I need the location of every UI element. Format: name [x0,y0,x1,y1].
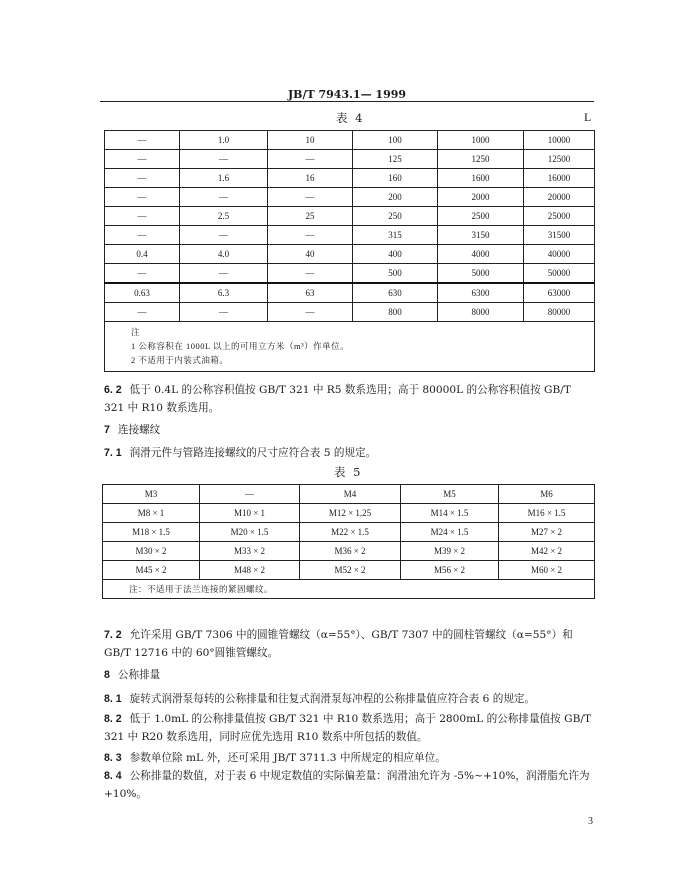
table-row [105,188,595,207]
table-cell: 16 [268,169,353,188]
section-6-2-text: 低于 0.4L 的公称容积值按 GB/T 321 中 R5 数系选用；高于 80000L 的公称容积值按 GB/T 321 中 R10 数系选用。 [104,384,571,414]
section-8-1 [104,690,594,708]
table5-caption: 表 5 [334,465,363,479]
table-cell: M12 × 1.25 [300,504,401,523]
table-cell: — [180,264,268,284]
table4-note-title: 注 [131,327,141,337]
table-cell: 5000 [438,264,524,284]
table-cell: M48 × 2 [200,561,300,580]
section-8-number: 8 [104,669,110,681]
standard-number-header: JB/T 7943.1— 1999 [287,88,407,101]
table-row [103,561,595,580]
table-cell: M14 × 1.5 [401,504,499,523]
table-cell: M60 × 2 [499,561,595,580]
table-cell: 3150 [438,226,524,245]
table-row [105,226,595,245]
table4-caption: 表 4 [336,111,365,125]
section-8-1-text: 旋转式润滑泵每转的公称排量和往复式润滑泵每冲程的公称排量值应符合表 6 的规定。 [129,693,536,705]
section-8-3-number: 8. 3 [104,752,122,764]
table-cell: M5 [401,485,499,504]
table-row [105,131,595,150]
table4-note-row [105,322,595,372]
table-cell: 4.0 [180,245,268,264]
table-cell: M3 [103,485,200,504]
table-cell: — [268,303,353,322]
table-cell: M52 × 2 [300,561,401,580]
table-cell: 250 [353,207,438,226]
table-cell: 1600 [438,169,524,188]
table-cell: 31500 [524,226,595,245]
table-cell: M8 × 1 [103,504,200,523]
table-cell: M6 [499,485,595,504]
table-cell: — [200,485,300,504]
table-cell: 8000 [438,303,524,322]
table-cell: 630 [353,283,438,303]
section-8-heading [104,666,594,684]
table-cell: 1250 [438,150,524,169]
header-rule [100,101,594,102]
table4-note-2: 2 不适用于内装式油箱。 [131,355,229,365]
table-cell: — [105,226,180,245]
section-8-2-text: 低于 1.0mL 的公称排量值按 GB/T 321 中 R10 数系选用；高于 2800mL 的公称排量值按 GB/T 321 中 R20 数系选用，同时应优先选用 R10 数系中所包括的数值。 [104,713,592,743]
table-cell: 63 [268,283,353,303]
table-row [103,542,595,561]
table-cell: M30 × 2 [103,542,200,561]
table-cell: 40 [268,245,353,264]
table-row [105,283,595,303]
section-7-2-text: 允许采用 GB/T 7306 中的圆锥管螺纹（α=55°）、GB/T 7307 中的圆柱管螺纹（α=55°）和 GB/T 12716 中的 60°圆锥管螺纹。 [104,629,573,659]
table-row [103,504,595,523]
table-cell: 2000 [438,188,524,207]
table-cell: — [180,150,268,169]
table-cell: — [268,226,353,245]
table-cell: — [268,264,353,284]
table-cell: 0.4 [105,245,180,264]
section-8-4 [104,767,594,803]
section-7-number: 7 [104,424,110,436]
table-cell: M56 × 2 [401,561,499,580]
table-cell: 63000 [524,283,595,303]
table-cell: 1000 [438,131,524,150]
table-cell: — [105,169,180,188]
table-cell: — [268,188,353,207]
section-6-2 [104,381,594,417]
table-cell: 20000 [524,188,595,207]
page-number: 3 [588,816,593,827]
table-cell: M20 × 1.5 [200,523,300,542]
table-cell: 50000 [524,264,595,284]
table4-notes [105,322,595,372]
table-cell: 125 [353,150,438,169]
table-cell: M36 × 2 [300,542,401,561]
section-8-1-number: 8. 1 [104,693,122,705]
table-cell: — [180,188,268,207]
table-cell: — [268,150,353,169]
table-cell: M45 × 2 [103,561,200,580]
table-cell: 12500 [524,150,595,169]
section-8-2-number: 8. 2 [104,713,122,725]
table-cell: M10 × 1 [200,504,300,523]
section-7-title: 连接螺纹 [117,424,161,436]
table-cell: M39 × 2 [401,542,499,561]
section-6-2-number: 6. 2 [104,384,122,396]
table-cell: M24 × 1.5 [401,523,499,542]
table-row [103,523,595,542]
table-cell: — [105,188,180,207]
section-7-2 [104,626,594,662]
section-8-2 [104,710,594,746]
section-8-4-text: 公称排量的数值，对于表 6 中规定数值的实际偏差量：润滑油允许为 -5%~+10%，润滑脂允许为 +10%。 [104,770,590,800]
table-cell: — [105,131,180,150]
table-cell: 10 [268,131,353,150]
table-cell: M22 × 1.5 [300,523,401,542]
table-cell: — [180,303,268,322]
section-8-3 [104,749,594,767]
table-cell: 200 [353,188,438,207]
section-7-1-number: 7. 1 [104,447,122,459]
table-cell: 4000 [438,245,524,264]
table-cell: — [105,303,180,322]
table-cell: — [105,207,180,226]
table-cell: 1.0 [180,131,268,150]
table-cell: 16000 [524,169,595,188]
section-7-1-text: 润滑元件与管路连接螺纹的尺寸应符合表 5 的规定。 [129,447,377,459]
table5-note-row [103,580,595,599]
table5 [102,484,595,599]
section-8-title: 公称排量 [117,669,161,681]
section-8-4-number: 8. 4 [104,770,122,782]
table-cell: 25000 [524,207,595,226]
table-cell: — [105,150,180,169]
table-row [105,303,595,322]
table5-note: 注：不适用于法兰连接的紧固螺纹。 [103,580,595,599]
table-cell: — [180,226,268,245]
table4-unit: L [584,110,592,124]
table-cell: 25 [268,207,353,226]
table-cell: M27 × 2 [499,523,595,542]
table-cell: 0.63 [105,283,180,303]
table-cell: 400 [353,245,438,264]
section-7-2-number: 7. 2 [104,629,122,641]
table-cell: 500 [353,264,438,284]
table-row [105,169,595,188]
table-row [105,150,595,169]
table-cell: 80000 [524,303,595,322]
table-row [105,264,595,284]
table-cell: 1.6 [180,169,268,188]
section-7-1 [104,444,594,462]
table-row [105,207,595,226]
table-cell: 160 [353,169,438,188]
table-cell: 2.5 [180,207,268,226]
table-cell: M4 [300,485,401,504]
table-cell: M42 × 2 [499,542,595,561]
section-8-3-text: 参数单位除 mL 外，还可采用 JB/T 3711.3 中所规定的相应单位。 [129,752,446,764]
table-cell: 6300 [438,283,524,303]
table-cell: 100 [353,131,438,150]
table-cell: 800 [353,303,438,322]
table-cell: M18 × 1.5 [103,523,200,542]
table-row [105,245,595,264]
table-cell: 2500 [438,207,524,226]
table-cell: M33 × 2 [200,542,300,561]
table4-note-1: 1 公称容积在 1000L 以上的可用立方米（m³）作单位。 [131,341,350,351]
table4 [104,130,595,372]
table-cell: 315 [353,226,438,245]
table-cell: 10000 [524,131,595,150]
section-7-heading [104,421,594,439]
table-cell: — [105,264,180,284]
table-cell: 6.3 [180,283,268,303]
table-row [103,485,595,504]
table-cell: 40000 [524,245,595,264]
table-cell: M16 × 1.5 [499,504,595,523]
